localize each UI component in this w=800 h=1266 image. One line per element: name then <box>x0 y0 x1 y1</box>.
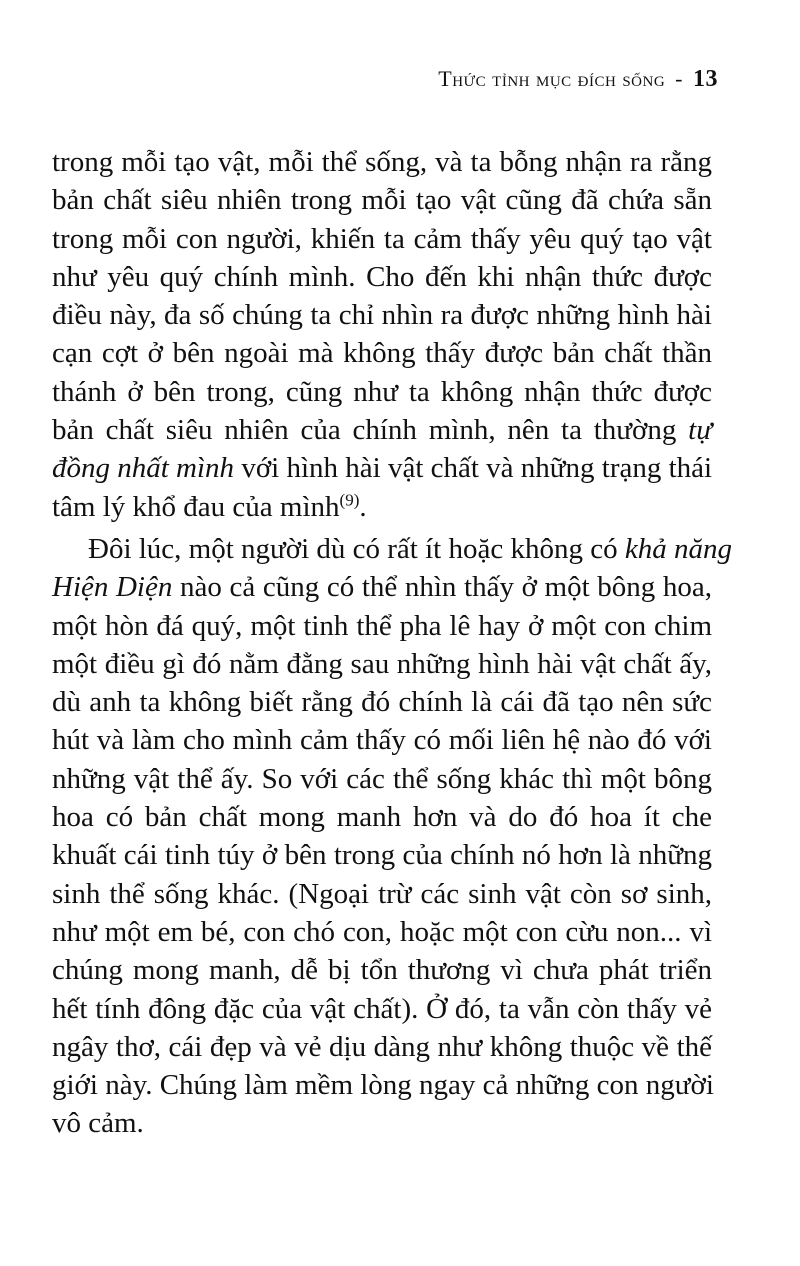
page-number: 13 <box>693 66 718 92</box>
text-run: tâm lý khổ đau của mình <box>52 490 340 523</box>
text-line: như một em bé, con chó con, hoặc một con cừu non... vì <box>52 915 712 948</box>
paragraph-1 <box>52 143 712 526</box>
running-header-separator: - <box>675 66 683 91</box>
text-line <box>52 449 712 487</box>
text-line: trong mỗi tạo vật, mỗi thể sống, và ta bỗng nhận ra rằng <box>52 146 712 178</box>
text-line: sinh thể sống khác. (Ngoại trừ các sinh vật còn sơ sinh, <box>52 877 712 910</box>
text-line: hút và làm cho mình cảm thấy có mối liên hệ nào đó với <box>52 724 712 757</box>
text-line: những vật thể ấy. So với các thể sống khác thì một bông <box>52 762 712 795</box>
italic-term: đồng nhất mình <box>52 452 235 485</box>
running-header <box>438 66 718 93</box>
text-run: . <box>359 490 367 523</box>
text-line: chúng mong manh, dễ bị tổn thương vì chưa phát triển <box>52 954 712 987</box>
text-line: điều này, đa số chúng ta chỉ nhìn ra được những hình hài <box>52 299 712 332</box>
italic-term: khả năng <box>624 533 732 565</box>
text-run: Đôi lúc, một người dù có rất ít hoặc không có <box>88 533 618 565</box>
running-header-title: Thức tỉnh mục đích sống <box>438 66 666 91</box>
text-line: dù anh ta không biết rằng đó chính là cái đã tạo nên sức <box>52 686 712 719</box>
text-line: trong mỗi con người, khiến ta cảm thấy yêu quý tạo vật <box>52 222 712 255</box>
text-line: thánh ở bên trong, cũng như ta không nhận thức được <box>52 375 712 408</box>
footnote-reference: (9) <box>339 490 360 510</box>
text-line: như yêu quý chính mình. Cho đến khi nhận thức được <box>52 260 712 293</box>
text-line <box>52 488 712 526</box>
paragraph-2 <box>52 530 732 1143</box>
text-line: khuất cái tinh túy ở bên trong của chính nó hơn là những <box>52 839 712 872</box>
text-line: hoa có bản chất mong manh hơn và do đó hoa ít che <box>52 801 712 834</box>
text-line <box>52 530 732 568</box>
text-run: với hình hài vật chất và những trạng thái <box>241 452 713 485</box>
text-line: bản chất siêu nhiên trong mỗi tạo vật cũng đã chứa sẵn <box>52 184 712 217</box>
text-line: ngây thơ, cái đẹp và vẻ dịu dàng như không thuộc về thế <box>52 1030 712 1063</box>
text-run: bản chất siêu nhiên của chính mình, nên ta thường <box>52 414 677 447</box>
text-line: cạn cợt ở bên ngoài mà không thấy được bản chất thần <box>52 337 712 370</box>
text-line: một hòn đá quý, một tinh thể pha lê hay ở một con chim <box>52 609 712 642</box>
text-line <box>52 568 712 606</box>
text-line <box>52 411 712 449</box>
italic-term: Hiện Diện <box>52 571 173 604</box>
text-line: hết tính đông đặc của vật chất). Ở đó, ta vẫn còn thấy vẻ <box>52 992 712 1025</box>
text-run: nào cả cũng có thể nhìn thấy ở một bông hoa, <box>180 571 713 604</box>
italic-term: tự <box>688 414 713 447</box>
text-line: giới này. Chúng làm mềm lòng ngay cả những con người <box>52 1069 714 1102</box>
text-line: một điều gì đó nằm đằng sau những hình hài vật chất ấy, <box>52 647 712 680</box>
text-line: vô cảm. <box>52 1107 144 1140</box>
